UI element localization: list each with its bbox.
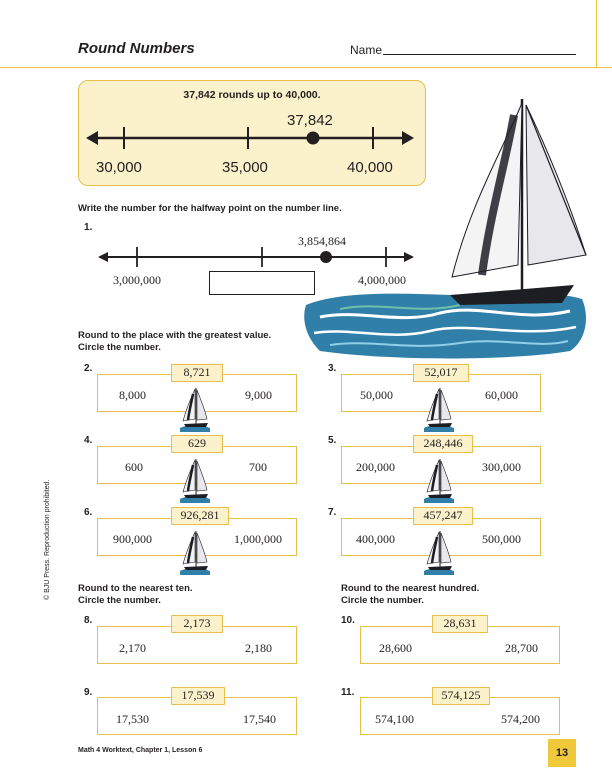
round-down-option[interactable]: 28,600 bbox=[379, 641, 412, 655]
page-title: Round Numbers bbox=[78, 40, 195, 57]
number-to-round: 629 bbox=[171, 435, 223, 453]
question-number: 4. bbox=[84, 435, 93, 446]
instruction-nearest-ten bbox=[78, 583, 193, 607]
round-up-option[interactable]: 300,000 bbox=[482, 460, 521, 474]
instruction-line: Round to the nearest ten. bbox=[78, 583, 193, 594]
example-tick-label: 40,000 bbox=[347, 159, 393, 176]
question-number: 2. bbox=[84, 363, 93, 374]
example-point-label: 37,842 bbox=[287, 112, 333, 129]
problem1-right-label: 4,000,000 bbox=[358, 273, 406, 287]
instruction-line: Circle the number. bbox=[341, 595, 424, 606]
number-to-round: 52,017 bbox=[413, 364, 469, 382]
name-input-line[interactable] bbox=[383, 54, 576, 55]
round-up-option[interactable]: 9,000 bbox=[245, 388, 272, 402]
question-number: 6. bbox=[84, 507, 93, 518]
side-divider bbox=[596, 0, 597, 67]
question-number: 5. bbox=[328, 435, 337, 446]
question-number: 7. bbox=[328, 507, 337, 518]
sailboat-icon bbox=[420, 529, 456, 577]
instruction-line: Round to the place with the greatest value. bbox=[78, 330, 272, 341]
instruction-greatest bbox=[78, 330, 271, 354]
round-down-option[interactable]: 2,170 bbox=[119, 641, 146, 655]
footer-text: Math 4 Worktext, Chapter 1, Lesson 6 bbox=[78, 747, 203, 754]
example-text: 37,842 rounds up to 40,000. bbox=[183, 89, 321, 101]
instruction-halfway: Write the number for the halfway point on the number line. bbox=[78, 203, 342, 214]
round-up-option[interactable]: 2,180 bbox=[245, 641, 272, 655]
number-to-round: 8,721 bbox=[171, 364, 223, 382]
instruction-line: Round to the nearest hundred. bbox=[341, 583, 480, 594]
round-down-option[interactable]: 600 bbox=[125, 460, 143, 474]
sailboat-icon bbox=[176, 386, 212, 434]
round-up-option[interactable]: 500,000 bbox=[482, 532, 521, 546]
number-to-round: 574,125 bbox=[432, 687, 490, 705]
header-divider bbox=[0, 67, 612, 68]
sailboat-icon bbox=[420, 457, 456, 505]
sailboat-illustration bbox=[300, 95, 596, 365]
number-to-round: 17,539 bbox=[171, 687, 225, 705]
round-down-option[interactable]: 574,100 bbox=[375, 712, 414, 726]
question-number: 9. bbox=[84, 687, 93, 698]
number-to-round: 926,281 bbox=[171, 507, 229, 525]
round-up-option[interactable]: 700 bbox=[249, 460, 267, 474]
question-number: 10. bbox=[341, 615, 355, 626]
round-up-option[interactable]: 60,000 bbox=[485, 388, 518, 402]
sailboat-icon bbox=[176, 457, 212, 505]
question-number: 3. bbox=[328, 363, 337, 374]
page-number: 13 bbox=[548, 739, 576, 767]
round-down-option[interactable]: 400,000 bbox=[356, 532, 395, 546]
number-to-round: 28,631 bbox=[432, 615, 488, 633]
round-up-option[interactable]: 28,700 bbox=[505, 641, 538, 655]
question-number: 8. bbox=[84, 615, 93, 626]
round-down-option[interactable]: 900,000 bbox=[113, 532, 152, 546]
instruction-line: Circle the number. bbox=[78, 595, 161, 606]
number-to-round: 457,247 bbox=[413, 507, 473, 525]
question-number: 11. bbox=[341, 687, 355, 698]
instruction-nearest-hundred bbox=[341, 583, 479, 607]
example-tick-label: 35,000 bbox=[222, 159, 268, 176]
round-down-option[interactable]: 8,000 bbox=[119, 388, 146, 402]
problem1-point bbox=[320, 251, 332, 263]
question-number: 1. bbox=[84, 222, 93, 233]
problem1-answer-box[interactable] bbox=[209, 271, 315, 295]
round-down-option[interactable]: 200,000 bbox=[356, 460, 395, 474]
number-to-round: 2,173 bbox=[171, 615, 223, 633]
problem1-number-line bbox=[96, 244, 416, 272]
number-to-round: 248,446 bbox=[413, 435, 473, 453]
problem1-point-label: 3,854,864 bbox=[298, 234, 346, 248]
round-down-option[interactable]: 17,530 bbox=[116, 712, 149, 726]
instruction-line: Circle the number. bbox=[78, 342, 161, 353]
round-down-option[interactable]: 50,000 bbox=[360, 388, 393, 402]
example-tick-label: 30,000 bbox=[96, 159, 142, 176]
name-label: Name bbox=[350, 43, 383, 57]
copyright-notice: © BJU Press. Reproduction prohibited. bbox=[44, 479, 51, 600]
problem1-left-label: 3,000,000 bbox=[113, 273, 161, 287]
round-up-option[interactable]: 574,200 bbox=[501, 712, 540, 726]
sailboat-icon bbox=[176, 529, 212, 577]
round-up-option[interactable]: 1,000,000 bbox=[234, 532, 282, 546]
round-up-option[interactable]: 17,540 bbox=[243, 712, 276, 726]
sailboat-icon bbox=[420, 386, 456, 434]
